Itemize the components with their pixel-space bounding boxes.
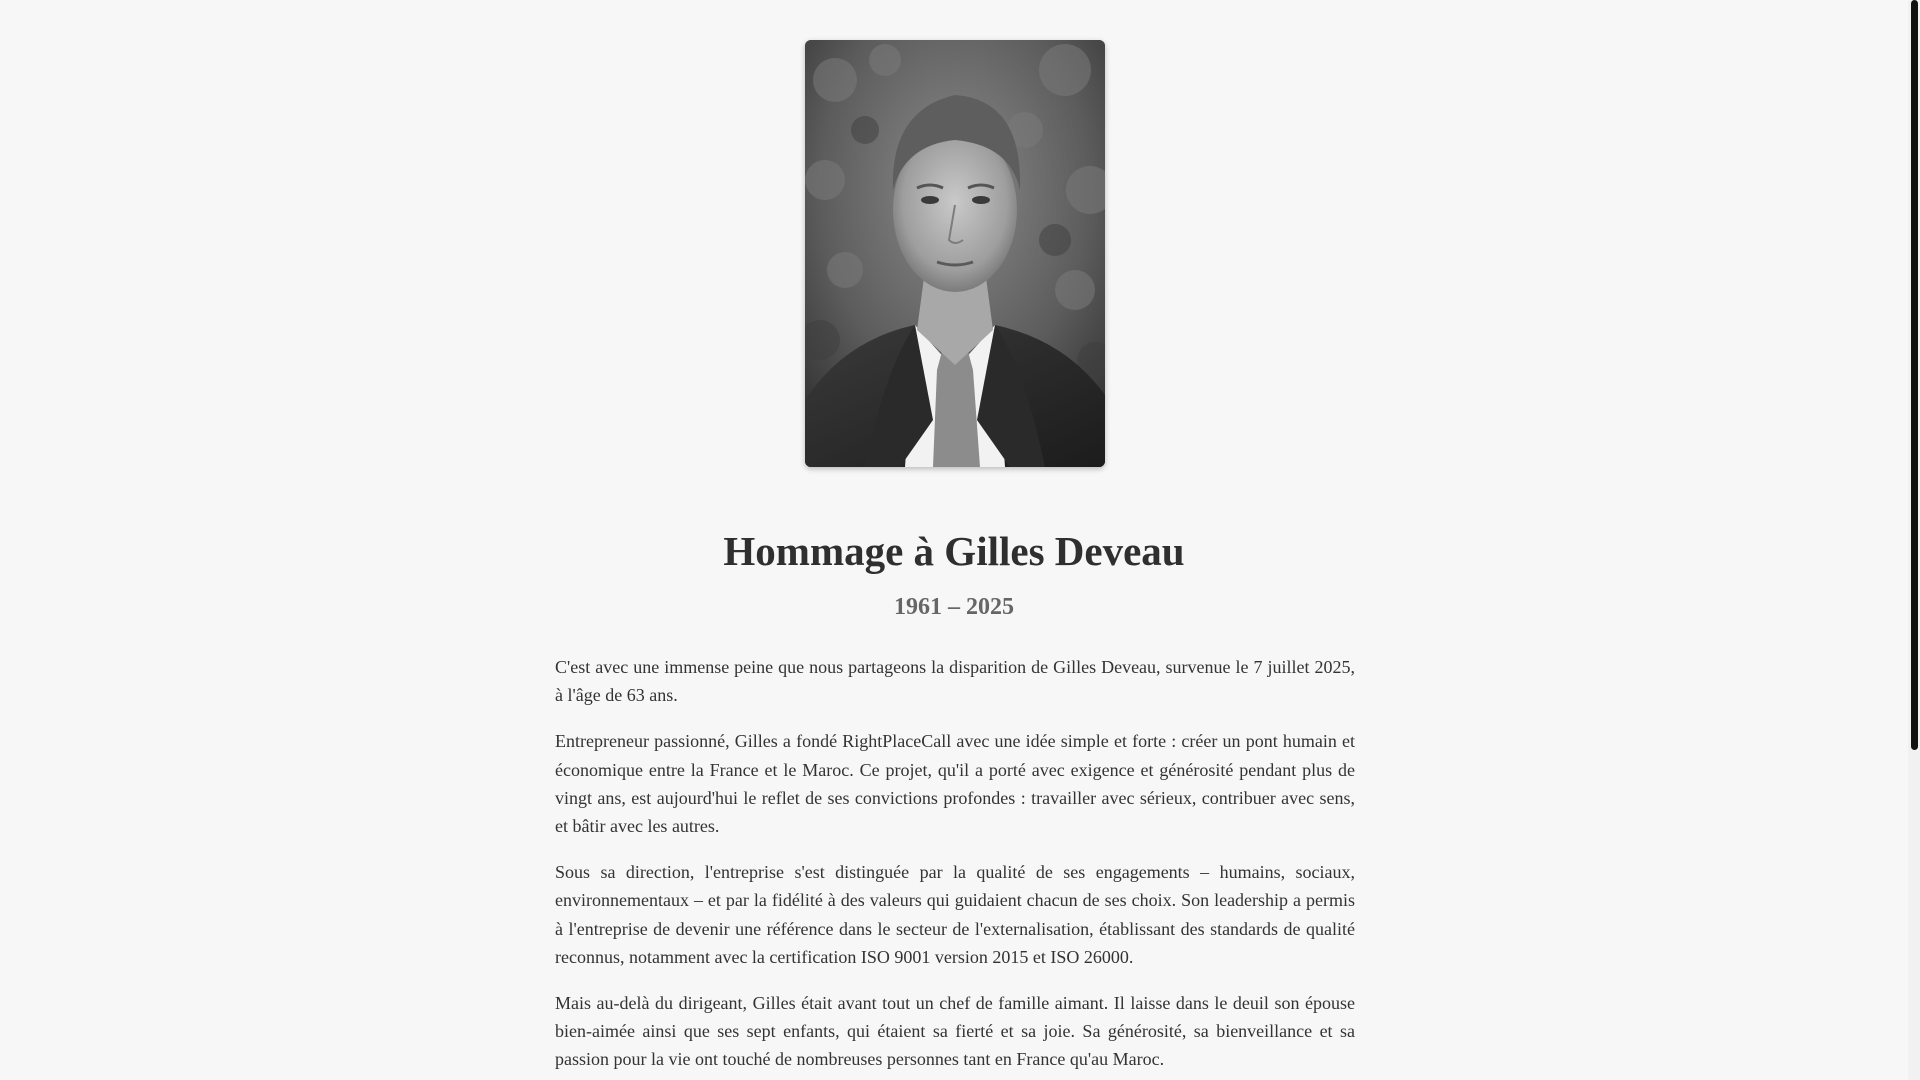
page-title: Hommage à Gilles Deveau [723, 528, 1185, 574]
tribute-text [555, 653, 1355, 1080]
vertical-scrollbar[interactable] [1908, 0, 1920, 1080]
paragraph-4: Mais au-delà du dirigeant, Gilles était avant tout un chef de famille aimant. Il laisse dans le deuil son épouse bien-aimée ainsi que ses sept enfants, qui étaient sa fierté et sa joie. Sa générosité, sa bienveillance et sa passion pour la vie ont touché de nombreuses personnes tant en France qu'au Maroc. [555, 993, 1355, 1070]
paragraph-2: Entrepreneur passionné, Gilles a fondé RightPlaceCall avec une idée simple et forte : créer un pont humain et économique entre la France et le Maroc. Ce projet, qu'il a porté avec exigence et générosité pendant plus de vingt ans, est aujourd'hui le reflet de ses convictions profondes : travailler avec sérieux, contribuer avec sens, et bâtir avec les autres. [555, 731, 1355, 837]
scrollbar-thumb[interactable] [1911, 0, 1918, 750]
paragraph-1: C'est avec une immense peine que nous partageons la disparition de Gilles Deveau, survenue le 7 juillet 2025, à l'âge de 63 ans. [555, 657, 1355, 706]
portrait-photo [805, 40, 1105, 467]
portrait-image [805, 40, 1105, 467]
paragraph-3: Sous sa direction, l'entreprise s'est distinguée par la qualité de ses engagements – humains, sociaux, environnementaux – et par la fidélité à des valeurs qui guidaient chacun de ses choix. Son leadership a permis à l'entreprise de devenir une référence dans le secteur de l'externalisation, établissant des standards de qualité reconnus, notamment avec la certification ISO 9001 version 2015 et ISO 26000. [555, 862, 1355, 967]
life-dates: 1961 – 2025 [894, 594, 1014, 620]
